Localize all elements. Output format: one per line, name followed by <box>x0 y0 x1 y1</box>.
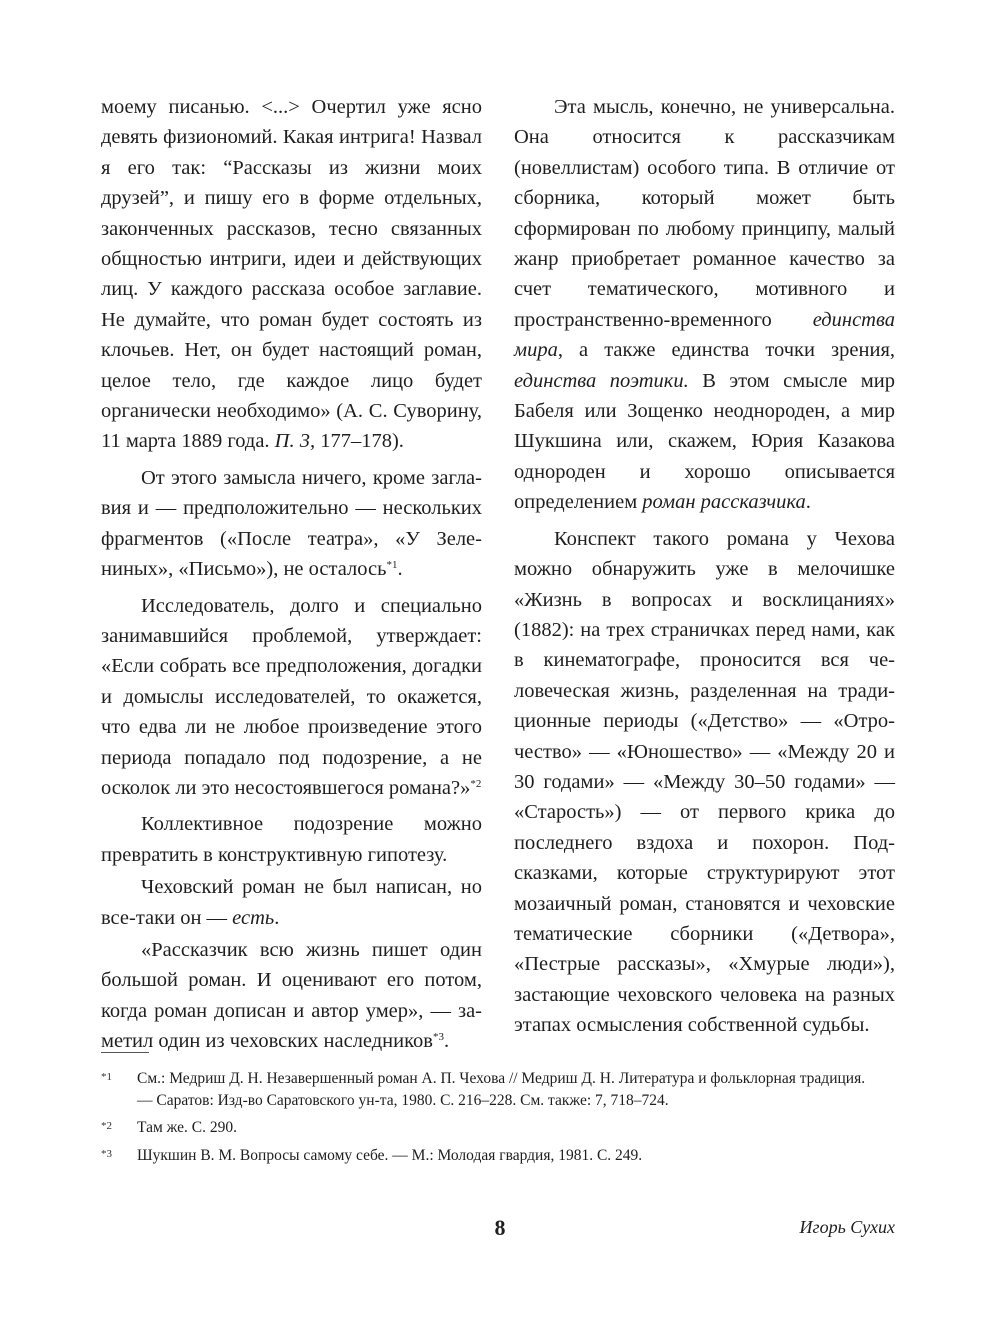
footnotes <box>101 1068 881 1172</box>
paragraph: Коллективное подозрение можно превратить в конструктивную гипотезу. <box>101 813 482 866</box>
footnote-mark: *2 <box>101 1120 112 1132</box>
footnote-ref-3[interactable]: *3 <box>432 1031 444 1044</box>
running-footer-author: Игорь Сухих <box>799 1217 895 1237</box>
page-number: 8 <box>494 1215 506 1240</box>
footnote-mark: *3 <box>101 1147 112 1160</box>
footnote <box>101 1068 881 1111</box>
paragraph: Исследователь, долго и специально занимавшийся проблемой, утверждает: «Если собрать все предположения, догадки и домыслы исследователей, то окажется, что едва ли не любое произведение этого периода попадало под подозрение, а не осколок ли это несостоявшегося романа?»$^{*2}$ <box>101 594 482 799</box>
footnote <box>101 1145 881 1167</box>
footnote-text: Там же. С. 290. <box>137 1119 237 1136</box>
paragraph: От этого замысла ничего, кроме заглавия и — предположительно — нескольких фрагментов («После театра», «У Зелениных», «Письмо»), не осталось$^{*1}$. <box>101 466 482 581</box>
right-text-column <box>514 92 895 1047</box>
footnote-ref-1[interactable]: *1 <box>386 559 398 572</box>
footnote-divider <box>101 1052 149 1053</box>
emphasis: единства мира <box>514 308 895 362</box>
paragraph: Эта мысль, конечно, не универсальна. Она относится к рассказчикам (новеллистам) особого типа. В отличие от сборника, который может быть сформирован по любому принципу, малый жанр приобретает романное качество за счет тематического, мотивного и пространственно-временного единства мира, а также единства точки зрения, единства поэтики. В этом смысле мир Бабеля или Зощенко неоднороден, а мир Шукшина или, скажем, Юрия Казакова однороден и хорошо описывается определением роман рассказчика. <box>514 96 895 514</box>
citation-reference: П. 3, <box>274 430 316 453</box>
left-text-column <box>101 92 482 1063</box>
footnote-text: Шукшин В. М. Вопросы самому себе. — М.: Молодая гвардия, 1981. С. 249. <box>137 1146 643 1164</box>
footnote-mark: *1 <box>101 1071 112 1083</box>
paragraph: Конспект такого романа у Чехова можно обнаружить уже в мелочишке «Жизнь в вопросах и восклицаниях» (1882): на трех страничках перед нами, как в кинематографе, проносится вся человеческая жизнь, разделенная на традиционные периоды («Детство» — «Отрочество» — «Юношество» — «Между 20 и 30 годами» — «Между 30–50 годами» — «Старость») — от первого крика до последнего вздоха и похорон. Подсказками, которые структурируют этот мозаичный роман, становятся и чеховские тематические сборники («Детвора», «Пестрые рассказы», «Хмурые люди»), застающие чеховского человека на разных этапах осмысления собственной судьбы. <box>514 527 895 1037</box>
footnote-ref-2[interactable]: *2 <box>470 777 482 790</box>
paragraph: «Рассказчик всю жизнь пишет один большой роман. И оценивают его потом, когда роман дописан и автор умер», — заметил один из чеховских наследников$^{*3}$. <box>101 938 482 1053</box>
emphasis: есть <box>232 906 275 929</box>
paragraph: моему писанью. <...> Очертил уже ясно девять физиономий. Какая интрига! Назвал я его так: “Рассказы из жизни моих друзей”, и пишу его в форме отдельных, законченных рассказов, тесно связанных общностью интриги, идеи и действующих лиц. У каждого рассказа особое заглавие. Не думайте, что роман будет состоять из клочьев. Нет, он будет настоящий роман, целое тело, где каждое лицо будет органически необходимо» (А. С. Суворину, 11 марта 1889 года. П. 3, 177–178). <box>101 96 482 453</box>
emphasis: единства поэтики. <box>514 369 689 392</box>
paragraph: Чеховский роман не был написан, но все-таки он — есть. <box>101 876 482 929</box>
footnote <box>101 1117 881 1139</box>
emphasis: роман рассказчика <box>642 491 806 514</box>
footnote-text: См.: Медриш Д. Н. Незавершенный роман А. П. Чехова // Медриш Д. Н. Литература и фольклорная традиция. — Саратов: Изд-во Саратовского ун-та, 1980. С. 216–228. См. также: 7, 718–724. <box>137 1070 866 1109</box>
